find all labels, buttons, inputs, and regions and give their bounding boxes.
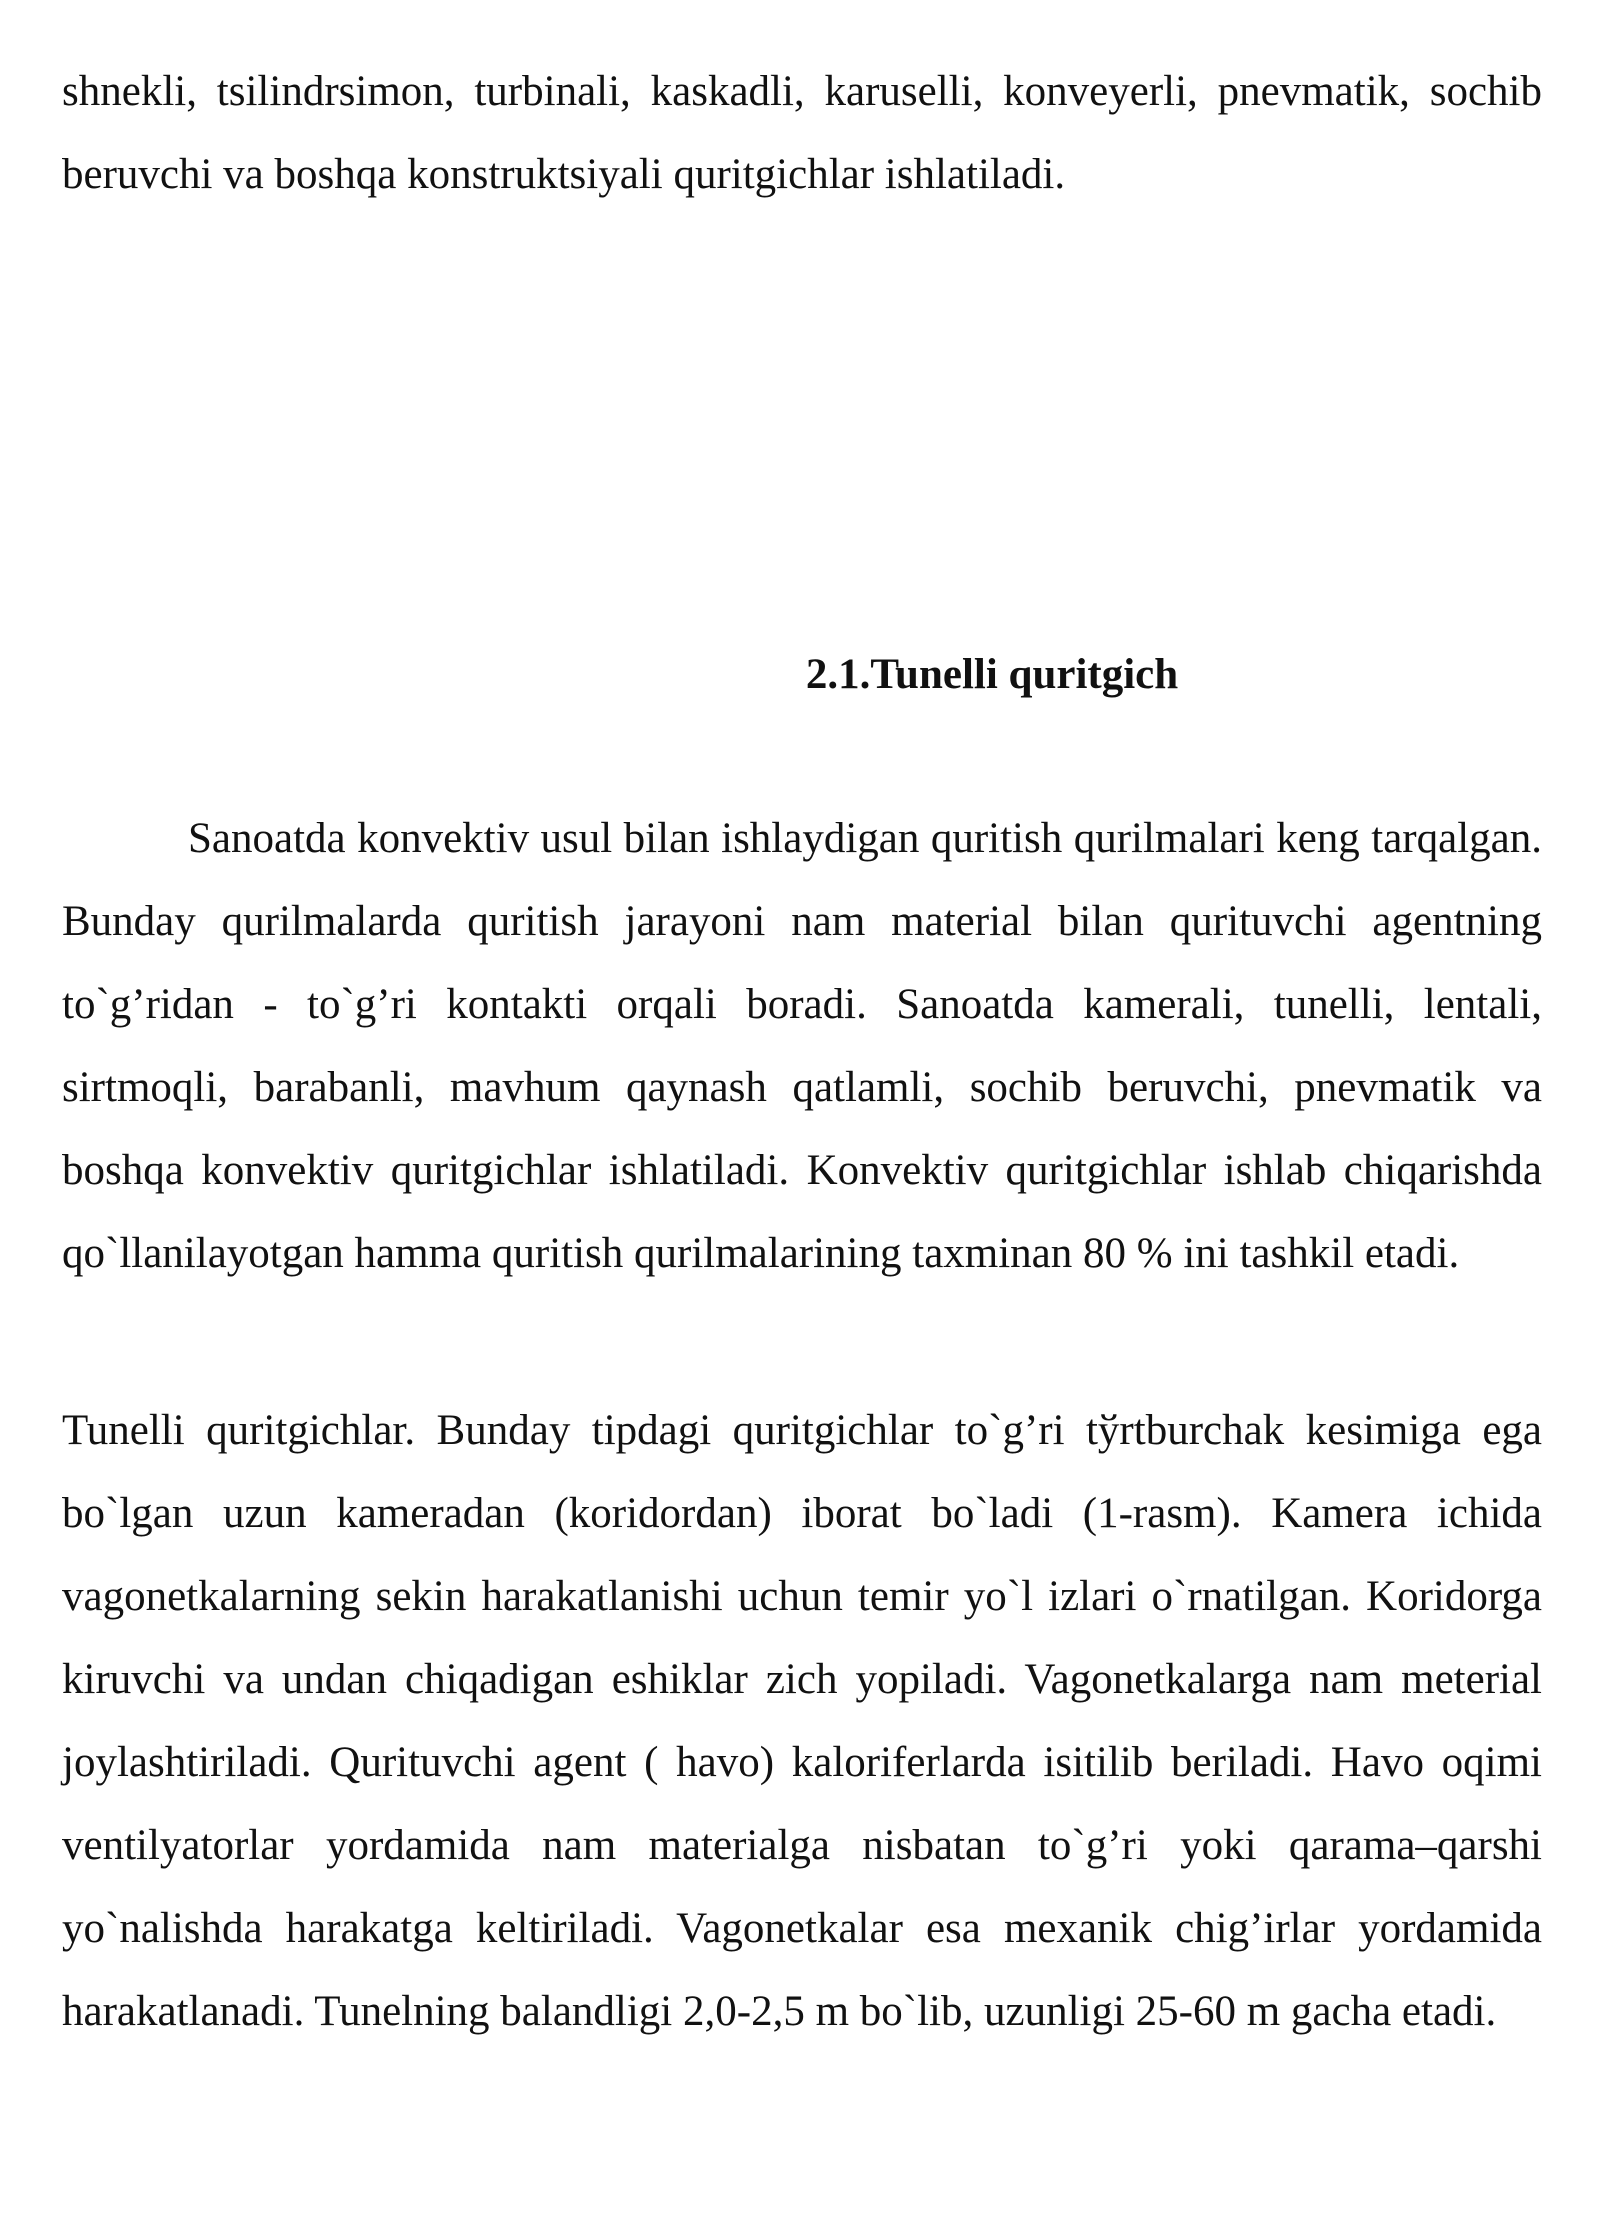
section-heading: 2.1.Tunelli quritgich <box>805 651 1179 698</box>
body-paragraph-tunelli: Tunelli quritgichlar. Bunday tipdagi quritgichlar to`g’ri tўrtburchak kesimiga ega bo`lgan uzun kameradan (koridordan) iborat bo`ladi (1-rasm). Kamera ichida vagonetkalarning sekin harakatlanishi uchun temir yo`l izlari o`rnatilgan. Koridorga kiruvchi va undan chiqadigan eshiklar zich yopiladi. Vagonetkalarga nam meterial joylashtiriladi. Qurituvchi agent ( havo) kaloriferlarda isitilib beriladi. Havo oqimi ventilyatorlar yordamida nam materialga nisbatan to`g’ri yoki qarama–qarshi yo`nalishda harakatga keltiriladi. Vagonetkalar esa mexanik chig’irlar yordamida harakatlanadi. Tunelning balandligi 2,0-2,5 m bo`lib, uzunligi 25-60 m gacha etadi. <box>62 1407 1542 2035</box>
body-paragraph-konvektiv: Sanoatda konvektiv usul bilan ishlaydigan quritish qurilmalari keng tarqalgan. Bunday qurilmalarda quritish jarayoni nam material bilan qurituvchi agentning to`g’ridan - to`g’ri kontakti orqali boradi. Sanoatda kamerali, tunelli, lentali, sirtmoqli, barabanli, mavhum qaynash qatlamli, sochib beruvchi, pnevmatik va boshqa konvektiv quritgichlar ishlatiladi. Konvektiv quritgichlar ishlab chiqarishda qo`llanilayotgan hamma quritish qurilmalarining taxminan 80 % ini tashkil etadi. <box>62 815 1542 1277</box>
intro-paragraph: shnekli, tsilindrsimon, turbinali, kaskadli, karuselli, konveyerli, pnevmatik, sochib beruvchi va boshqa konstruktsiyali quritgichlar ishlatiladi. <box>62 68 1542 198</box>
